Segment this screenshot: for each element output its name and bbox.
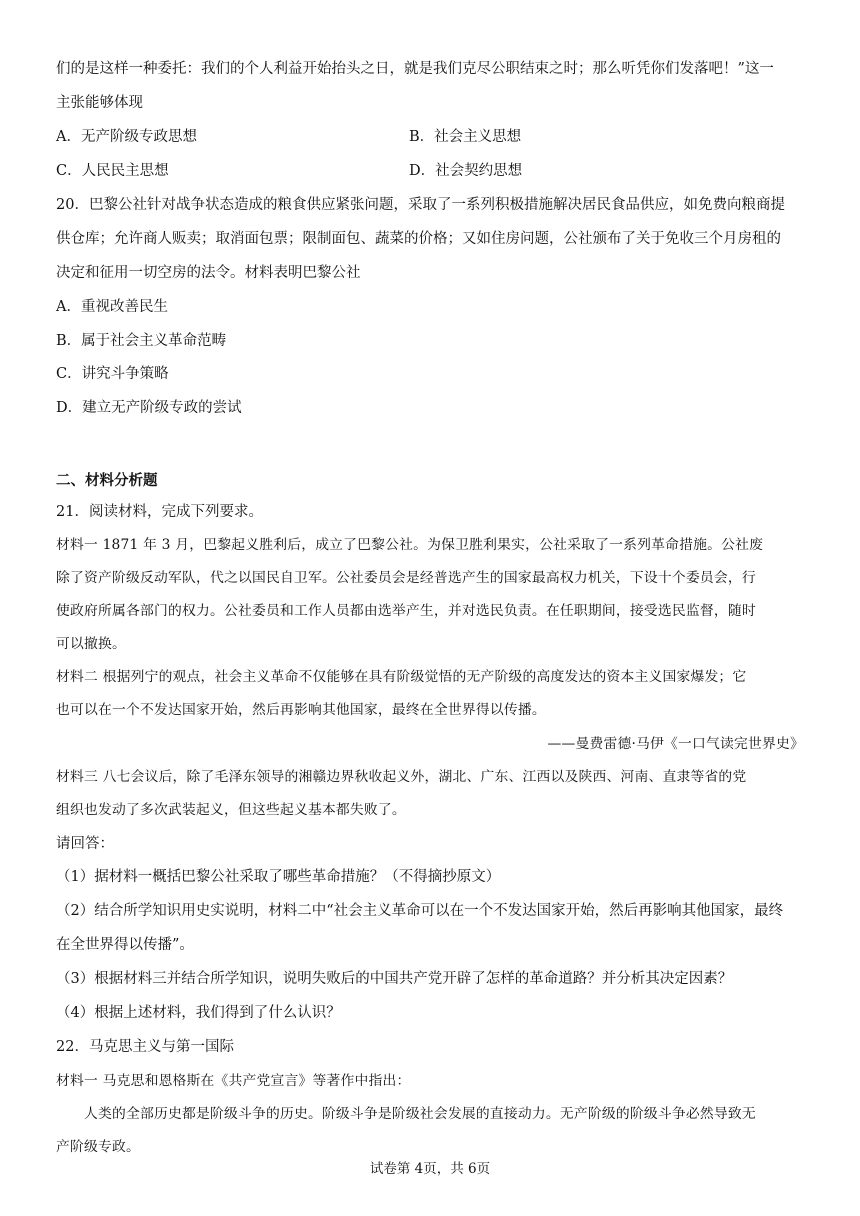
q20-stem-line-3: 决定和征用一切空房的法令。材料表明巴黎公社 [56, 265, 361, 281]
q21-material-1-line-4: 可以撤换。 [56, 636, 126, 652]
q20-stem-line-2: 供仓库；允许商人贩卖；取消面包票；限制面包、蔬菜的价格；又如住房问题，公社颁布了关于免收三个月房租的 [56, 231, 781, 247]
q20-option-b[interactable]: B．属于社会主义革命范畴 [56, 333, 227, 349]
q21-sub-question-2-line-2: 在全世界得以传播”。 [56, 937, 194, 953]
q22-material-1-quote-line-1: 人类的全部历史都是阶级斗争的历史。阶级斗争是阶级社会发展的直接动力。无产阶级的阶级斗争必然导致无 [56, 1106, 756, 1122]
section-title: 二、材料分析题 [56, 472, 158, 489]
q20-option-c[interactable]: C．讲究斗争策略 [56, 366, 169, 382]
q21-sub-question-2-line-1: （2）结合所学知识用史实说明，材料二中“社会主义革命可以在一个不发达国家开始，然后再影响其他国家，最终 [56, 903, 784, 919]
q19-stem-line-1: 们的是这样一种委托：我们的个人利益开始抬头之日，就是我们克尽公职结束之时；那么听凭你们发落吧！”这一 [56, 61, 774, 77]
q19-option-a[interactable]: A．无产阶级专政思想 [56, 129, 197, 145]
q21-sub-question-4: （4）根据上述材料，我们得到了什么认识？ [56, 1005, 341, 1021]
q21-material-2-line-2: 也可以在一个不发达国家开始，然后再影响其他国家，最终在全世界得以传播。 [56, 702, 546, 718]
q21-material-1-line-1: 材料一 1871 年 3 月，巴黎起义胜利后，成立了巴黎公社。为保卫胜利果实，公社采取了一系列革命措施。公社废 [56, 537, 764, 553]
q19-stem-line-2: 主张能够体现 [56, 95, 143, 111]
q21-sub-question-1: （1）据材料一概括巴黎公社采取了哪些革命措施？（不得摘抄原文） [56, 869, 501, 885]
q21-material-1-line-3: 使政府所属各部门的权力。公社委员和工作人员都由选举产生，并对选民负责。在任职期间，接受选民监督，随时 [56, 603, 756, 619]
q19-options-row-2 [56, 161, 804, 181]
q20-stem-line-1: 20．巴黎公社针对战争状态造成的粮食供应紧张问题，采取了一系列积极措施解决居民食品供应，如免费向粮商提 [56, 197, 785, 213]
q22-material-1-intro: 材料一 马克思和恩格斯在《共产党宣言》等著作中指出： [56, 1073, 411, 1089]
q19-options-row-1 [56, 127, 804, 147]
q19-option-c[interactable]: C．人民民主思想 [56, 163, 169, 179]
q21-material-3-line-2: 组织也发动了多次武装起义，但这些起义基本都失败了。 [56, 802, 406, 818]
q19-option-d[interactable]: D．社会契约思想 [409, 163, 523, 179]
q21-prompt: 请回答： [56, 836, 114, 852]
q20-option-d[interactable]: D．建立无产阶级专政的尝试 [56, 400, 242, 416]
q19-option-b[interactable]: B．社会主义思想 [409, 129, 522, 145]
q21-material-2-source: ——曼费雷德·马伊《一口气读完世界史》 [547, 736, 804, 752]
q22-material-1-quote-line-2: 产阶级专政。 [56, 1139, 140, 1155]
page-footer: 试卷第 4页，共 6页 [369, 1161, 491, 1177]
q21-material-2-line-1: 材料二 根据列宁的观点，社会主义革命不仅能够在具有阶级觉悟的无产阶级的高度发达的资本主义国家爆发；它 [56, 669, 747, 685]
q21-material-1-line-2: 除了资产阶级反动军队，代之以国民自卫军。公社委员会是经普选产生的国家最高权力机关，下设十个委员会，行 [56, 570, 756, 586]
q21-stem: 21．阅读材料，完成下列要求。 [56, 504, 263, 520]
q20-option-a[interactable]: A．重视改善民生 [56, 299, 168, 315]
q21-sub-question-3: （3）根据材料三并结合所学知识，说明失败后的中国共产党开辟了怎样的革命道路？并分析其决定因素？ [56, 971, 733, 987]
q21-material-3-line-1: 材料三 八七会议后，除了毛泽东领导的湘赣边界秋收起义外，湖北、广东、江西以及陕西、河南、直隶等省的党 [56, 769, 747, 785]
q22-stem: 22．马克思主义与第一国际 [56, 1039, 234, 1055]
